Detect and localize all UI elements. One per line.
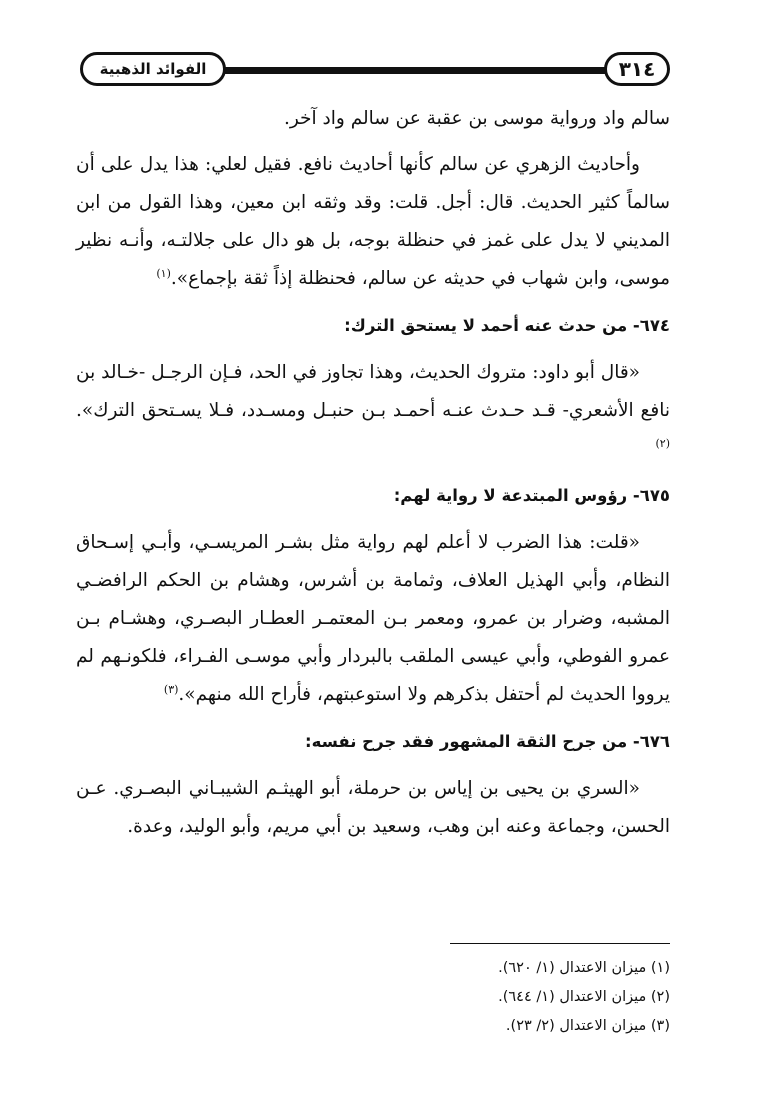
footnote-1: (١) ميزان الاعتدال (١/ ٦٢٠). bbox=[498, 960, 670, 976]
section-heading-676: ٦٧٦- من جرح الثقة المشهور فقد جرح نفسه: bbox=[304, 732, 670, 751]
footnote-separator bbox=[450, 943, 670, 944]
paragraph-text: «قال أبو داود: متروك الحديث، وهذا تجاوز في الحد، فـإن الرجـل -خـالد بن نافع الأشعري- قـد حـدث عنـه أحمـد بـن حنبـل ومسـدد، فـلا يسـتحق الترك». bbox=[76, 362, 670, 421]
paragraph bbox=[76, 354, 670, 468]
page-number: ٣١٤ bbox=[604, 52, 670, 86]
running-title: الفوائد الذهبية bbox=[80, 52, 226, 86]
paragraph-text: «قلت: هذا الضرب لا أعلم لهم رواية مثل بشـر المريسـي، وأبـي إسـحاق النظام، وأبي الهذيل العلاف، وثمامة بن أشرس، وهشام بن الحكم الرافضـي المشبه، وضرار بن عمرو، ومعمر بـن المعتمـر العطـار البصـري، وهشـام بـن عمرو الفوطي، وأبي عيسى الملقب بالبردار وأبي موسـى الفـراء، فلكونـهم لم يرووا الحديث لم أحتفل بذكرهم ولا استوعبتهم، فأراح الله منهم». bbox=[76, 532, 670, 705]
header-rule bbox=[220, 67, 608, 74]
footnote-3: (٣) ميزان الاعتدال (٢/ ٢٣). bbox=[505, 1018, 670, 1034]
footnote-ref-1: (١) bbox=[156, 266, 171, 280]
paragraph bbox=[76, 770, 670, 846]
paragraph bbox=[76, 524, 670, 714]
footnote-ref-2: (٢) bbox=[655, 436, 670, 450]
page-header bbox=[80, 50, 670, 94]
paragraph-text: سالم واد ورواية موسى بن عقبة عن سالم واد آخر. bbox=[283, 108, 670, 129]
paragraph-text: وأحاديث الزهري عن سالم كأنها أحاديث نافع. فقيل لعلي: هذا يدل على أن سالماً كثير الحديث. قال: أجل. قلت: وقد وثقه ابن معين، وهذا القول من ابن المديني لا يدل على غمز في حنظلة بوجه، بل هو دال على جلالتـه، وأنـه نظير موسى، وابن شهاب في حديثه عن سالم، فحنظلة إذاً ثقة بإجماع». bbox=[76, 154, 670, 289]
paragraph-text: «السري بن يحيى بن إياس بن حرملة، أبو الهيثـم الشيبـاني البصـري. عـن الحسن، وجماعة وعنه ابن وهب، وسعيد بن أبي مريم، وأبو الوليد، وعدة. bbox=[76, 778, 670, 837]
footnotes bbox=[76, 954, 670, 1041]
section-heading-675: ٦٧٥- رؤوس المبتدعة لا رواية لهم: bbox=[393, 486, 670, 505]
paragraph-continuation bbox=[76, 100, 670, 138]
footnote-2: (٢) ميزان الاعتدال (١/ ٦٤٤). bbox=[498, 989, 670, 1005]
paragraph bbox=[76, 146, 670, 298]
main-text bbox=[76, 100, 670, 846]
footnote-ref-3: (٣) bbox=[163, 682, 179, 696]
section-heading-674: ٦٧٤- من حدث عنه أحمد لا يستحق الترك: bbox=[344, 316, 670, 335]
